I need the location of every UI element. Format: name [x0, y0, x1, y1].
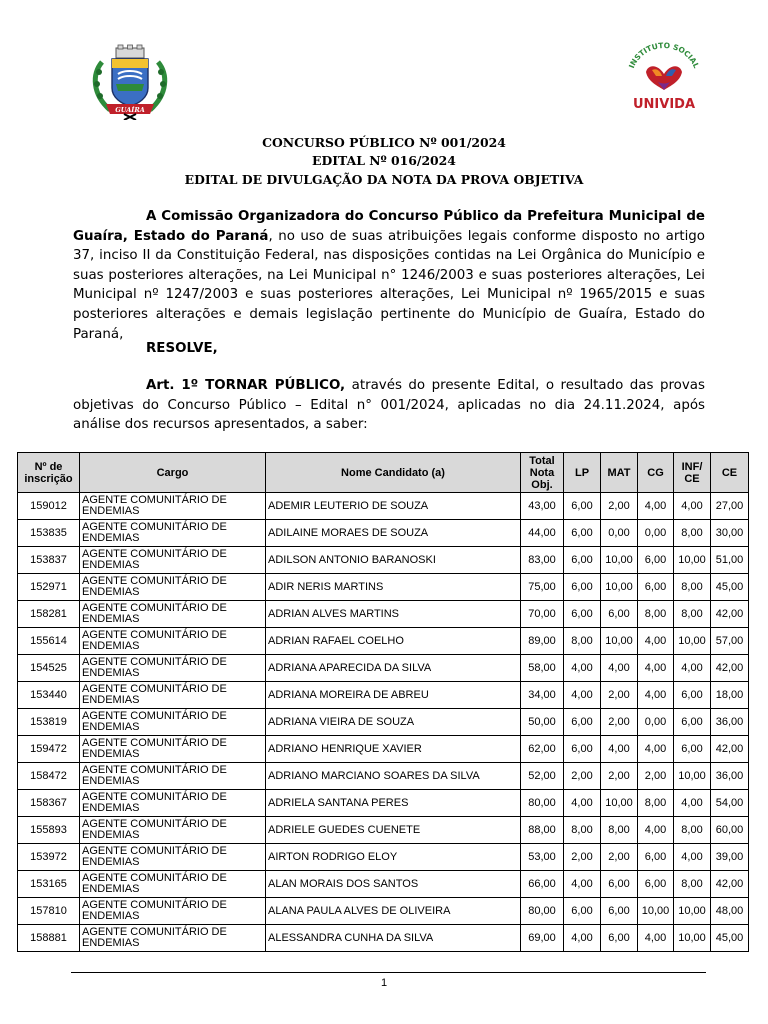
cell-ce: 60,00 — [711, 817, 749, 844]
cell-inscricao: 158472 — [18, 763, 80, 790]
cell-inscricao: 153837 — [18, 547, 80, 574]
intro-bold-text: A Comissão Organizadora do Concurso Público da Prefeitura Municipal de Guaíra, Estado do Paraná — [73, 209, 705, 244]
cell-nome: ADRIANO MARCIANO SOARES DA SILVA — [266, 763, 521, 790]
results-table — [17, 452, 749, 952]
cell-total: 44,00 — [521, 520, 564, 547]
cell-cg: 8,00 — [638, 790, 674, 817]
col-header-cg: CG — [638, 453, 674, 493]
cell-inscricao: 155614 — [18, 628, 80, 655]
cell-ce: 27,00 — [711, 493, 749, 520]
cell-nome: ADEMIR LEUTERIO DE SOUZA — [266, 493, 521, 520]
cell-nome: ADIR NERIS MARTINS — [266, 574, 521, 601]
table-row — [18, 898, 749, 925]
cell-inscricao: 155893 — [18, 817, 80, 844]
cell-mat: 10,00 — [601, 547, 638, 574]
cell-inscricao: 158281 — [18, 601, 80, 628]
cell-inscricao: 152971 — [18, 574, 80, 601]
edital-number: EDITAL Nº 016/2024 — [312, 153, 456, 168]
resolve-paragraph — [73, 339, 705, 359]
cell-cargo: AGENTE COMUNITÁRIO DE ENDEMIAS — [80, 601, 266, 628]
table-row — [18, 871, 749, 898]
cell-cargo: AGENTE COMUNITÁRIO DE ENDEMIAS — [80, 493, 266, 520]
table-row — [18, 844, 749, 871]
cell-cg: 4,00 — [638, 925, 674, 952]
cell-nome: ADRIELE GUEDES CUENETE — [266, 817, 521, 844]
cell-total: 80,00 — [521, 790, 564, 817]
cell-ce: 18,00 — [711, 682, 749, 709]
cell-cg: 4,00 — [638, 655, 674, 682]
cell-inf: 4,00 — [674, 493, 711, 520]
col-header-inscricao: Nº de inscrição — [18, 453, 80, 493]
cell-cargo: AGENTE COMUNITÁRIO DE ENDEMIAS — [80, 790, 266, 817]
cell-cargo: AGENTE COMUNITÁRIO DE ENDEMIAS — [80, 628, 266, 655]
table-row — [18, 601, 749, 628]
cell-mat: 4,00 — [601, 655, 638, 682]
col-header-ce: CE — [711, 453, 749, 493]
cell-mat: 6,00 — [601, 871, 638, 898]
intro-paragraph — [73, 207, 705, 344]
cell-mat: 8,00 — [601, 817, 638, 844]
cell-total: 80,00 — [521, 898, 564, 925]
cell-lp: 6,00 — [564, 736, 601, 763]
cell-total: 66,00 — [521, 871, 564, 898]
table-row — [18, 817, 749, 844]
table-row — [18, 655, 749, 682]
cell-lp: 8,00 — [564, 628, 601, 655]
footer-divider — [71, 972, 706, 973]
cell-nome: ALAN MORAIS DOS SANTOS — [266, 871, 521, 898]
cell-mat: 2,00 — [601, 763, 638, 790]
cell-mat: 2,00 — [601, 709, 638, 736]
cell-cg: 4,00 — [638, 736, 674, 763]
cell-cg: 8,00 — [638, 601, 674, 628]
cell-mat: 2,00 — [601, 493, 638, 520]
cell-nome: AIRTON RODRIGO ELOY — [266, 844, 521, 871]
cell-inf: 6,00 — [674, 736, 711, 763]
cell-mat: 6,00 — [601, 601, 638, 628]
cell-mat: 4,00 — [601, 736, 638, 763]
cell-inscricao: 154525 — [18, 655, 80, 682]
cell-cargo: AGENTE COMUNITÁRIO DE ENDEMIAS — [80, 682, 266, 709]
table-row — [18, 790, 749, 817]
cell-cg: 0,00 — [638, 520, 674, 547]
edital-subject: EDITAL DE DIVULGAÇÃO DA NOTA DA PROVA OBJETIVA — [184, 172, 584, 187]
cell-inf: 8,00 — [674, 574, 711, 601]
cell-nome: ADILAINE MORAES DE SOUZA — [266, 520, 521, 547]
cell-cargo: AGENTE COMUNITÁRIO DE ENDEMIAS — [80, 898, 266, 925]
article-rest-text: através do presente Edital, o resultado das provas objetivas do Concurso Público – Edital n° 001/2024, aplicadas no dia 24.11.2024, após análise dos recursos apresentados, a saber: — [73, 378, 705, 433]
univida-wordmark: UNIVIDA — [632, 97, 696, 112]
cell-inscricao: 153819 — [18, 709, 80, 736]
cell-inscricao: 153440 — [18, 682, 80, 709]
cell-cargo: AGENTE COMUNITÁRIO DE ENDEMIAS — [80, 871, 266, 898]
cell-mat: 10,00 — [601, 574, 638, 601]
univida-logo — [618, 42, 710, 112]
cell-lp: 6,00 — [564, 520, 601, 547]
cell-total: 70,00 — [521, 601, 564, 628]
cell-ce: 51,00 — [711, 547, 749, 574]
cell-cargo: AGENTE COMUNITÁRIO DE ENDEMIAS — [80, 817, 266, 844]
table-row — [18, 709, 749, 736]
cell-total: 75,00 — [521, 574, 564, 601]
cell-total: 83,00 — [521, 547, 564, 574]
cell-cargo: AGENTE COMUNITÁRIO DE ENDEMIAS — [80, 574, 266, 601]
cell-lp: 6,00 — [564, 547, 601, 574]
univida-arc-text: INSTITUTO SOCIAL — [627, 42, 701, 70]
page-number: 1 — [380, 977, 388, 989]
cell-ce: 36,00 — [711, 709, 749, 736]
cell-cg: 6,00 — [638, 574, 674, 601]
cell-mat: 10,00 — [601, 790, 638, 817]
cell-cargo: AGENTE COMUNITÁRIO DE ENDEMIAS — [80, 925, 266, 952]
cell-cg: 4,00 — [638, 817, 674, 844]
cell-total: 52,00 — [521, 763, 564, 790]
cell-cargo: AGENTE COMUNITÁRIO DE ENDEMIAS — [80, 520, 266, 547]
cell-lp: 4,00 — [564, 871, 601, 898]
table-row — [18, 736, 749, 763]
table-row — [18, 574, 749, 601]
cell-inscricao: 159472 — [18, 736, 80, 763]
cell-cg: 4,00 — [638, 493, 674, 520]
cell-lp: 4,00 — [564, 925, 601, 952]
cell-mat: 6,00 — [601, 925, 638, 952]
table-row — [18, 493, 749, 520]
cell-inf: 10,00 — [674, 925, 711, 952]
cell-cg: 6,00 — [638, 547, 674, 574]
table-row — [18, 925, 749, 952]
table-row — [18, 520, 749, 547]
cell-nome: ADRIAN ALVES MARTINS — [266, 601, 521, 628]
cell-inf: 6,00 — [674, 682, 711, 709]
col-header-inf: INF/ CE — [674, 453, 711, 493]
article-paragraph — [73, 376, 705, 435]
cell-inf: 8,00 — [674, 520, 711, 547]
cell-total: 53,00 — [521, 844, 564, 871]
cell-cargo: AGENTE COMUNITÁRIO DE ENDEMIAS — [80, 763, 266, 790]
cell-nome: ADRIELA SANTANA PERES — [266, 790, 521, 817]
cell-total: 50,00 — [521, 709, 564, 736]
svg-text:INSTITUTO SOCIAL — [627, 42, 701, 70]
cell-total: 69,00 — [521, 925, 564, 952]
cell-lp: 2,00 — [564, 844, 601, 871]
cell-ce: 30,00 — [711, 520, 749, 547]
cell-nome: ADRIANA APARECIDA DA SILVA — [266, 655, 521, 682]
resolve-text: RESOLVE, — [146, 341, 218, 356]
cell-inf: 8,00 — [674, 817, 711, 844]
table-row — [18, 763, 749, 790]
cell-lp: 6,00 — [564, 709, 601, 736]
cell-lp: 6,00 — [564, 601, 601, 628]
cell-ce: 42,00 — [711, 736, 749, 763]
col-header-total: Total Nota Obj. — [521, 453, 564, 493]
cell-nome: ALESSANDRA CUNHA DA SILVA — [266, 925, 521, 952]
cell-cg: 2,00 — [638, 763, 674, 790]
cell-lp: 4,00 — [564, 655, 601, 682]
table-header-row — [18, 453, 749, 493]
cell-inscricao: 157810 — [18, 898, 80, 925]
table-row — [18, 682, 749, 709]
cell-inscricao: 153835 — [18, 520, 80, 547]
cell-inscricao: 159012 — [18, 493, 80, 520]
cell-total: 58,00 — [521, 655, 564, 682]
cell-ce: 42,00 — [711, 655, 749, 682]
cell-total: 62,00 — [521, 736, 564, 763]
cell-ce: 54,00 — [711, 790, 749, 817]
cell-ce: 45,00 — [711, 574, 749, 601]
cell-mat: 10,00 — [601, 628, 638, 655]
cell-nome: ALANA PAULA ALVES DE OLIVEIRA — [266, 898, 521, 925]
cell-inscricao: 153972 — [18, 844, 80, 871]
cell-nome: ADRIANO HENRIQUE XAVIER — [266, 736, 521, 763]
cell-mat: 0,00 — [601, 520, 638, 547]
contest-title: CONCURSO PÚBLICO Nº 001/2024 — [262, 135, 506, 150]
cell-inf: 6,00 — [674, 709, 711, 736]
col-header-mat: MAT — [601, 453, 638, 493]
cell-nome: ADRIAN RAFAEL COELHO — [266, 628, 521, 655]
cell-inf: 10,00 — [674, 547, 711, 574]
guaira-coat-of-arms-logo — [88, 44, 172, 120]
cell-cg: 4,00 — [638, 628, 674, 655]
cell-lp: 2,00 — [564, 763, 601, 790]
col-header-lp: LP — [564, 453, 601, 493]
cell-inf: 10,00 — [674, 898, 711, 925]
cell-inf: 4,00 — [674, 790, 711, 817]
cell-mat: 2,00 — [601, 844, 638, 871]
cell-total: 88,00 — [521, 817, 564, 844]
table-row — [18, 547, 749, 574]
cell-lp: 6,00 — [564, 493, 601, 520]
cell-cg: 4,00 — [638, 682, 674, 709]
cell-inf: 8,00 — [674, 871, 711, 898]
table-row — [18, 628, 749, 655]
cell-inf: 10,00 — [674, 763, 711, 790]
cell-lp: 4,00 — [564, 790, 601, 817]
cell-nome: ADRIANA VIEIRA DE SOUZA — [266, 709, 521, 736]
cell-cargo: AGENTE COMUNITÁRIO DE ENDEMIAS — [80, 547, 266, 574]
cell-nome: ADILSON ANTONIO BARANOSKI — [266, 547, 521, 574]
cell-inscricao: 158881 — [18, 925, 80, 952]
cell-total: 89,00 — [521, 628, 564, 655]
cell-inf: 4,00 — [674, 655, 711, 682]
cell-mat: 2,00 — [601, 682, 638, 709]
cell-ce: 48,00 — [711, 898, 749, 925]
cell-nome: ADRIANA MOREIRA DE ABREU — [266, 682, 521, 709]
cell-inscricao: 158367 — [18, 790, 80, 817]
cell-ce: 42,00 — [711, 871, 749, 898]
cell-cargo: AGENTE COMUNITÁRIO DE ENDEMIAS — [80, 655, 266, 682]
cell-cg: 0,00 — [638, 709, 674, 736]
cell-cargo: AGENTE COMUNITÁRIO DE ENDEMIAS — [80, 844, 266, 871]
cell-cg: 6,00 — [638, 844, 674, 871]
cell-lp: 6,00 — [564, 574, 601, 601]
cell-cargo: AGENTE COMUNITÁRIO DE ENDEMIAS — [80, 736, 266, 763]
cell-inf: 10,00 — [674, 628, 711, 655]
cell-mat: 6,00 — [601, 898, 638, 925]
col-header-nome: Nome Candidato (a) — [266, 453, 521, 493]
cell-cargo: AGENTE COMUNITÁRIO DE ENDEMIAS — [80, 709, 266, 736]
cell-lp: 6,00 — [564, 898, 601, 925]
cell-lp: 8,00 — [564, 817, 601, 844]
cell-lp: 4,00 — [564, 682, 601, 709]
cell-ce: 45,00 — [711, 925, 749, 952]
cell-total: 43,00 — [521, 493, 564, 520]
table-body — [18, 493, 749, 952]
cell-inf: 4,00 — [674, 844, 711, 871]
cell-cg: 10,00 — [638, 898, 674, 925]
col-header-cargo: Cargo — [80, 453, 266, 493]
cell-inscricao: 153165 — [18, 871, 80, 898]
cell-inf: 8,00 — [674, 601, 711, 628]
cell-cg: 6,00 — [638, 871, 674, 898]
article-bold-text: Art. 1º TORNAR PÚBLICO, — [146, 378, 346, 393]
cell-ce: 57,00 — [711, 628, 749, 655]
cell-ce: 39,00 — [711, 844, 749, 871]
cell-ce: 42,00 — [711, 601, 749, 628]
cell-ce: 36,00 — [711, 763, 749, 790]
intro-rest-text: , no uso de suas atribuições legais conforme disposto no artigo 37, inciso II da Constituição Federal, nas disposições contidas na Lei Orgânica do Município e suas posteriores alterações, na Lei Municipal n° 1246/2003 e suas posteriores alterações, Lei Municipal nº 1247/2003 e suas posteriores alterações, Lei Municipal nº 1965/2015 e suas posteriores alterações e demais legislação pertinente do Município de Guaíra, Estado do Paraná, — [73, 228, 705, 342]
coat-of-arms-label: GUAÍRA — [115, 106, 145, 114]
cell-total: 34,00 — [521, 682, 564, 709]
